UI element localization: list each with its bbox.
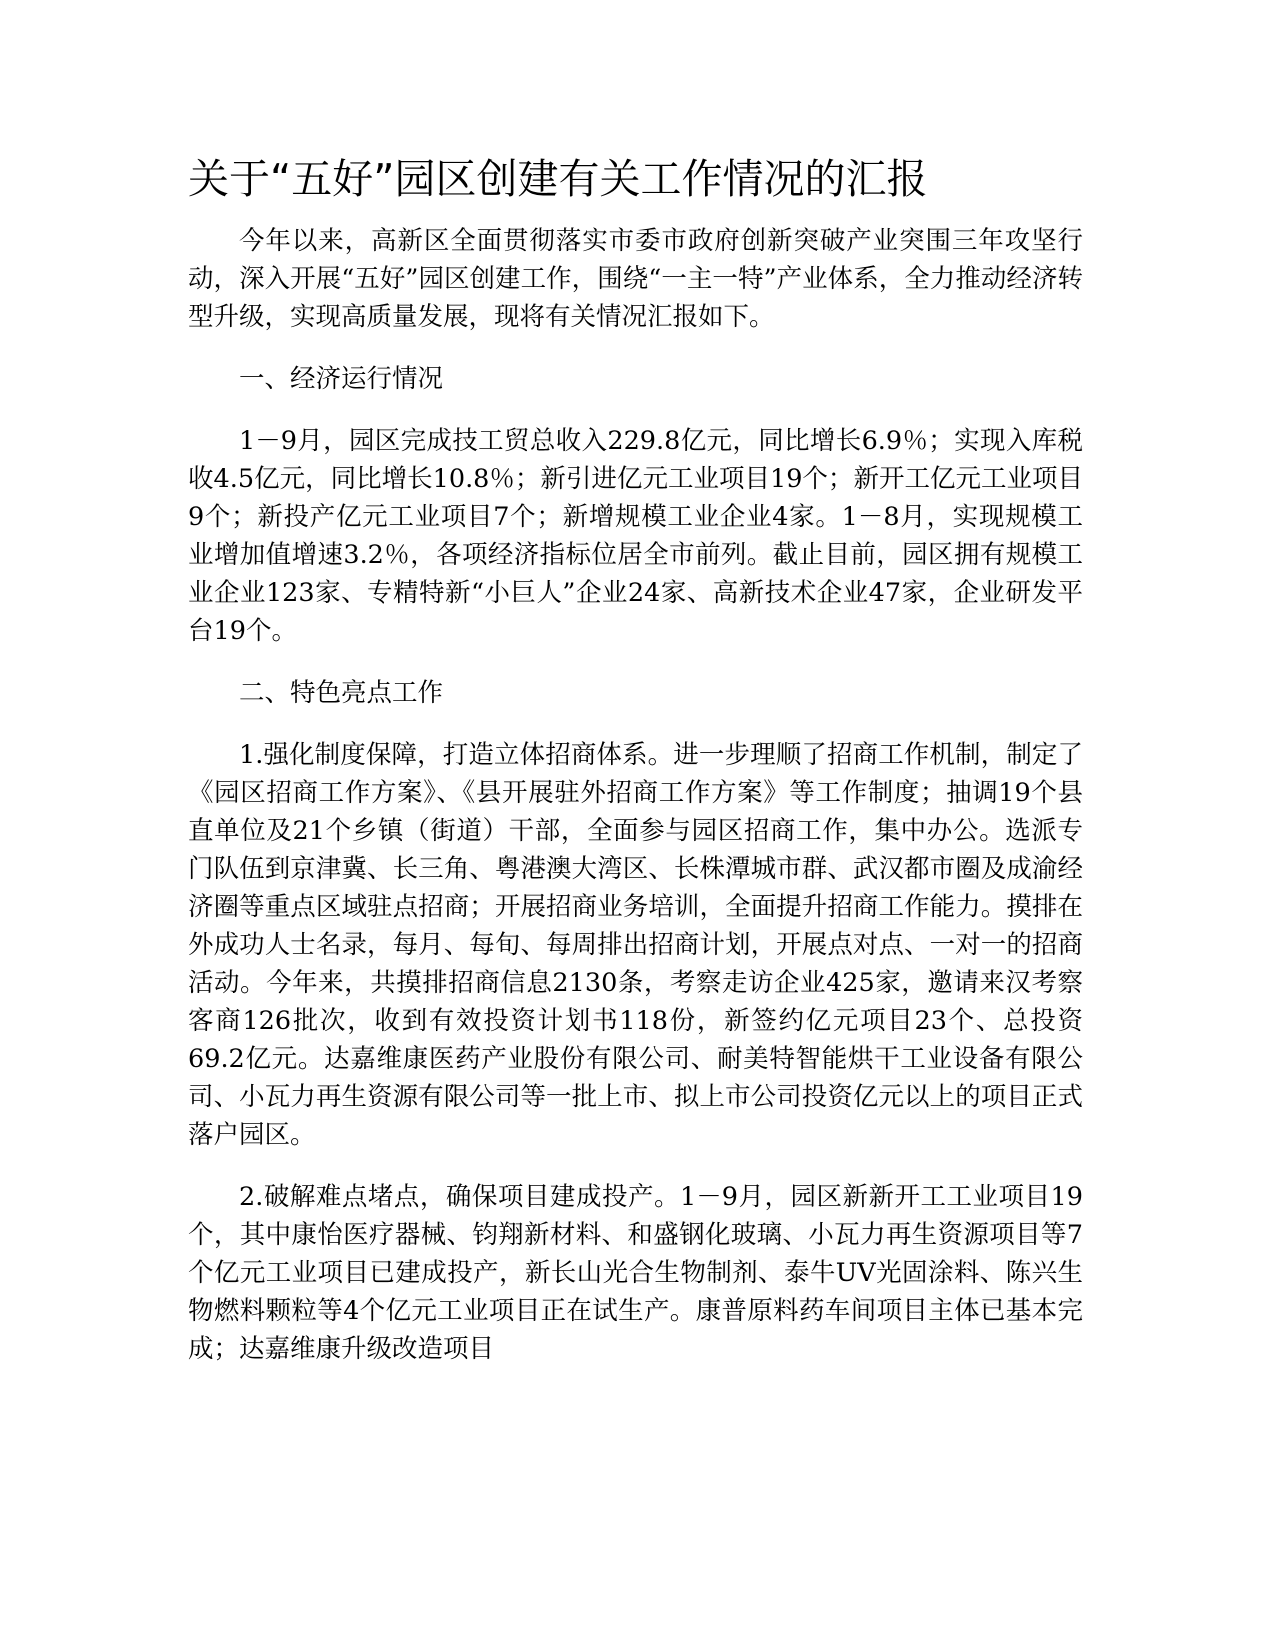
intro-paragraph: 今年以来，高新区全面贯彻落实市委市政府创新突破产业突围三年攻坚行动，深入开展“五好”园区创建工作，围绕“一主一特”产业体系，全力推动经济转型升级，实现高质量发展，现将有关情况汇报如下。 <box>188 226 1083 332</box>
section-heading-highlights: 二、特色亮点工作 <box>239 678 444 708</box>
section-heading-economy: 一、经济运行情况 <box>239 364 444 394</box>
highlight-paragraph-investment: 1.强化制度保障，打造立体招商体系。进一步理顺了招商工作机制，制定了《园区招商工作方案》、《县开展驻外招商工作方案》等工作制度；抽调19个县直单位及21个乡镇（街道）干部，全面参与园区招商工作，集中办公。选派专门队伍到京津冀、长三角、粤港澳大湾区、长株潭城市群、武汉都市圈及成渝经济圈等重点区域驻点招商；开展招商业务培训，全面提升招商工作能力。摸排在外成功人士名录，每月、每旬、每周排出招商计划，开展点对点、一对一的招商活动。今年来，共摸排招商信息2130条，考察走访企业425家，邀请来汉考察客商126批次，收到有效投资计划书118份，新签约亿元项目23个、总投资69.2亿元。达嘉维康医药产业股份有限公司、耐美特智能烘干工业设备有限公司、小瓦力再生资源有限公司等一批上市、拟上市公司投资亿元以上的项目正式落户园区。 <box>188 740 1083 1150</box>
highlight-paragraph-projects: 2.破解难点堵点，确保项目建成投产。1－9月，园区新新开工工业项目19个，其中康怡医疗器械、钧翔新材料、和盛钢化玻璃、小瓦力再生资源项目等7个亿元工业项目已建成投产，新长山光合生物制剂、泰牛UV光固涂料、陈兴生物燃料颗粒等4个亿元工业项目正在试生产。康普原料药车间项目主体已基本完成；达嘉维康升级改造项目 <box>188 1182 1083 1364</box>
document-body <box>188 150 1083 1368</box>
economy-paragraph: 1－9月，园区完成技工贸总收入229.8亿元，同比增长6.9％；实现入库税收4.5亿元，同比增长10.8％；新引进亿元工业项目19个；新开工亿元工业项目9个；新投产亿元工业项目7个；新增规模工业企业4家。1－8月，实现规模工业增加值增速3.2％，各项经济指标位居全市前列。截止目前，园区拥有规模工业企业123家、专精特新“小巨人”企业24家、高新技术企业47家，企业研发平台19个。 <box>188 426 1083 646</box>
document-title: 关于“五好”园区创建有关工作情况的汇报 <box>188 155 928 203</box>
